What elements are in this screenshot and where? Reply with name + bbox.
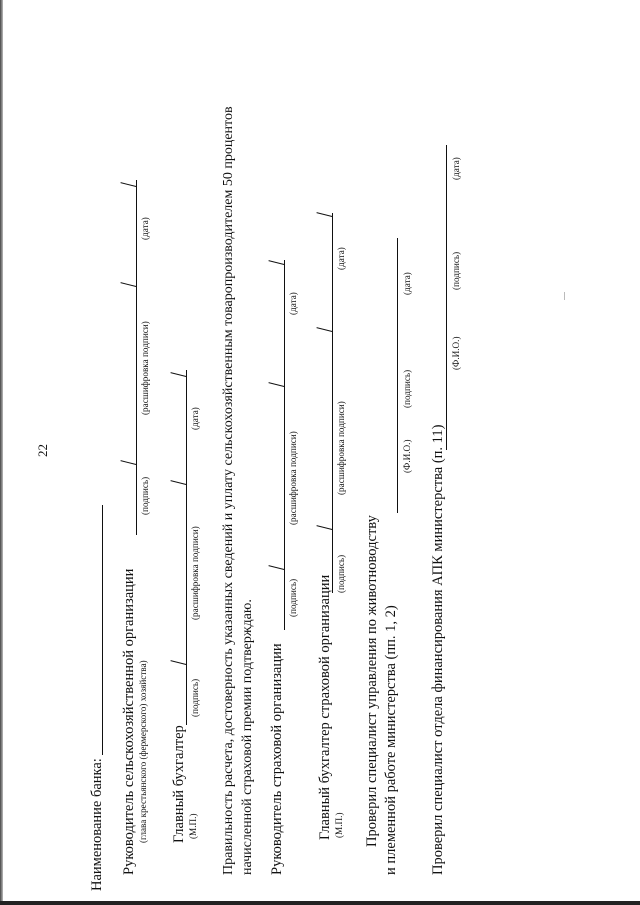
- insurer-head-slash-2: [268, 382, 284, 387]
- insurer-head-caption-date: (дата): [288, 292, 298, 315]
- insurer-accountant-caption-decoding: (расшифровка подписи): [336, 401, 346, 495]
- bank-line: [102, 505, 103, 755]
- head-org-caption-signature: (подпись): [140, 476, 150, 515]
- insurer-accountant-slash-1: [316, 525, 332, 530]
- page-number: 22: [35, 444, 50, 457]
- insurer-head-slash-1: [268, 565, 284, 570]
- livestock-specialist-caption-fio: (Ф.И.О.): [402, 439, 412, 473]
- finance-specialist-caption-date: (дата): [451, 157, 461, 180]
- livestock-specialist-line-2: и племенной работе министерства (пп. 1, 2): [383, 605, 399, 875]
- chief-accountant-label: Главный бухгалтер: [171, 725, 187, 843]
- insurer-head-slash-3: [268, 260, 284, 265]
- chief-accountant-slash-2: [170, 480, 186, 485]
- chief-accountant-seal: (М.П.): [188, 813, 198, 839]
- confirmation-line-1: Правильность расчета, достоверность указанных сведений и уплату сельскохозяйственным товаропроизводителем 50 процентов: [221, 106, 236, 875]
- insurer-accountant-caption-date: (дата): [336, 247, 346, 270]
- head-org-sublabel: (глава крестьянского (фермерского) хозяйства): [138, 660, 148, 843]
- confirmation-line-2: начисленной страховой премии подтверждаю.: [240, 599, 255, 875]
- insurer-head-line: [284, 260, 285, 630]
- chief-accountant-caption-date: (дата): [190, 407, 200, 430]
- finance-specialist-caption-signature: (подпись): [451, 251, 461, 290]
- insurer-head-label: Руководитель страховой организации: [269, 643, 285, 875]
- insurer-head-caption-decoding: (расшифровка подписи): [288, 431, 298, 525]
- head-org-slash-3: [120, 182, 136, 187]
- insurer-head-caption-signature: (подпись): [288, 578, 298, 617]
- insurer-accountant-line: [332, 213, 333, 593]
- chief-accountant-caption-signature: (подпись): [190, 678, 200, 717]
- insurer-accountant-caption-signature: (подпись): [336, 554, 346, 593]
- livestock-specialist-line: [397, 238, 398, 513]
- head-org-caption-date: (дата): [140, 217, 150, 240]
- insurer-accountant-slash-2: [316, 327, 332, 332]
- head-org-line: [136, 180, 137, 535]
- head-org-label: Руководитель сельскохозяйственной организации: [121, 568, 137, 875]
- chief-accountant-slash-1: [170, 660, 186, 665]
- head-org-slash-2: [120, 282, 136, 287]
- insurer-accountant-seal: (М.П.): [334, 812, 344, 838]
- chief-accountant-line: [186, 370, 187, 725]
- insurer-accountant-slash-3: [316, 212, 332, 217]
- finance-specialist-label: Проверил специалист отдела финансирования АПК министерства (п. 11): [430, 424, 446, 875]
- chief-accountant-slash-3: [170, 372, 186, 377]
- head-org-caption-decoding: (расшифровка подписи): [140, 321, 150, 415]
- livestock-specialist-line-1: Проверил специалист управления по животноводству: [364, 515, 380, 847]
- head-org-slash-1: [120, 460, 136, 465]
- bank-label: Наименование банка:: [89, 758, 105, 891]
- insurer-accountant-label: Главный бухгалтер страховой организации: [317, 574, 333, 840]
- chief-accountant-caption-decoding: (расшифровка подписи): [190, 526, 200, 620]
- finance-specialist-line: [446, 145, 447, 450]
- livestock-specialist-caption-signature: (подпись): [402, 369, 412, 408]
- livestock-specialist-caption-date: (дата): [402, 272, 412, 295]
- finance-specialist-caption-fio: (Ф.И.О.): [451, 336, 461, 370]
